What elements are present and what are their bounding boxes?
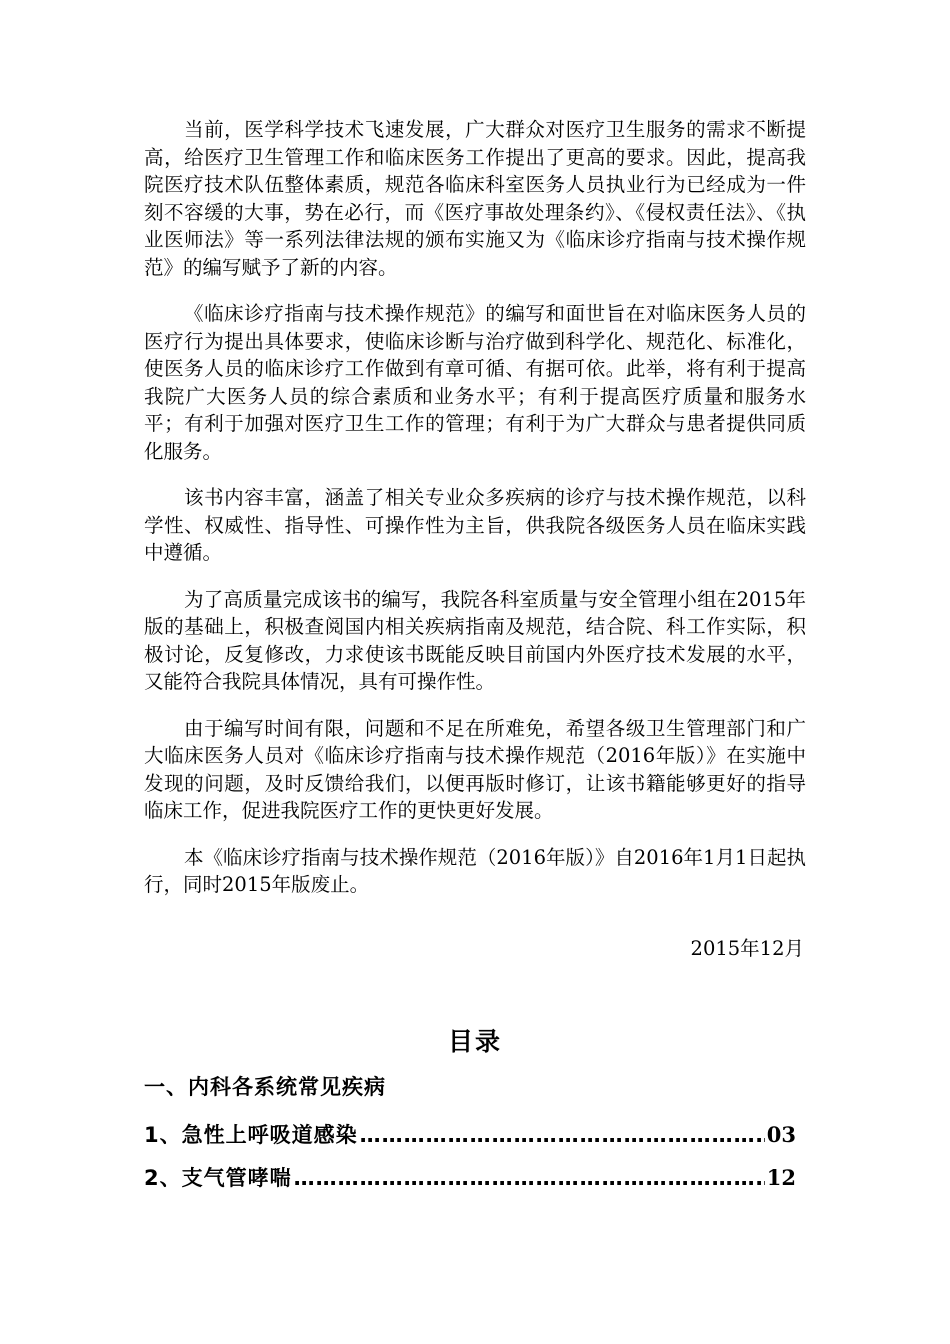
toc-entry-label: 1、急性上呼吸道感染 bbox=[144, 1123, 358, 1147]
toc-entry[interactable] bbox=[144, 1162, 796, 1192]
toc-entry-label: 2、支气管哮喘 bbox=[144, 1166, 292, 1190]
toc-entry[interactable] bbox=[144, 1119, 796, 1149]
preface-paragraph-6: 本《临床诊疗指南与技术操作规范（2016年版）》自2016年1月1日起执行，同时2015年版废止。 bbox=[144, 845, 806, 896]
preface-paragraph-2: 《临床诊疗指南与技术操作规范》的编写和面世旨在对临床医务人员的医疗行为提出具体要求，使临床诊断与治疗做到科学化、规范化、标准化，使医务人员的临床诊疗工作做到有章可循、有据可依。此举，将有利于提高我院广大医务人员的综合素质和业务水平；有利于提高医疗质量和服务水平；有利于加强对医疗卫生工作的管理；有利于为广大群众与患者提供同质化服务。 bbox=[144, 302, 806, 463]
toc-title: 目录 bbox=[447, 1027, 502, 1056]
toc-dot-leader bbox=[360, 1123, 765, 1147]
preface-paragraph-5: 由于编写时间有限，问题和不足在所难免，希望各级卫生管理部门和广大临床医务人员对《临床诊疗指南与技术操作规范（2016年版）》在实施中发现的问题，及时反馈给我们，以便再版时修订，让该书籍能够更好的指导临床工作，促进我院医疗工作的更快更好发展。 bbox=[144, 716, 806, 822]
toc-entry-page: 12 bbox=[766, 1165, 796, 1190]
preface-paragraph-1: 当前，医学科学技术飞速发展，广大群众对医疗卫生服务的需求不断提高，给医疗卫生管理工作和临床医务工作提出了更高的要求。因此，提高我院医疗技术队伍整体素质，规范各临床科室医务人员执业行为已经成为一件刻不容缓的大事，势在必行，而《医疗事故处理条约》、《侵权责任法》、《执业医师法》等一系列法律法规的颁布实施又为《临床诊疗指南与技术操作规范》的编写赋予了新的内容。 bbox=[144, 118, 806, 279]
preface-paragraph-3: 该书内容丰富，涵盖了相关专业众多疾病的诊疗与技术操作规范，以科学性、权威性、指导性、可操作性为主旨，供我院各级医务人员在临床实践中遵循。 bbox=[144, 486, 806, 564]
toc-dot-leader bbox=[294, 1166, 765, 1190]
preface-date: 2015年12月 bbox=[690, 937, 804, 960]
preface-paragraph-4: 为了高质量完成该书的编写，我院各科室质量与安全管理小组在2015年版的基础上，积极查阅国内相关疾病指南及规范，结合院、科工作实际，积极讨论，反复修改，力求使该书既能反映目前国内外医疗技术发展的水平，又能符合我院具体情况，具有可操作性。 bbox=[144, 587, 806, 693]
toc-entry-page: 03 bbox=[766, 1122, 796, 1147]
toc-section-heading: 一、内科各系统常见疾病 bbox=[144, 1075, 386, 1099]
preface-body bbox=[144, 116, 806, 918]
